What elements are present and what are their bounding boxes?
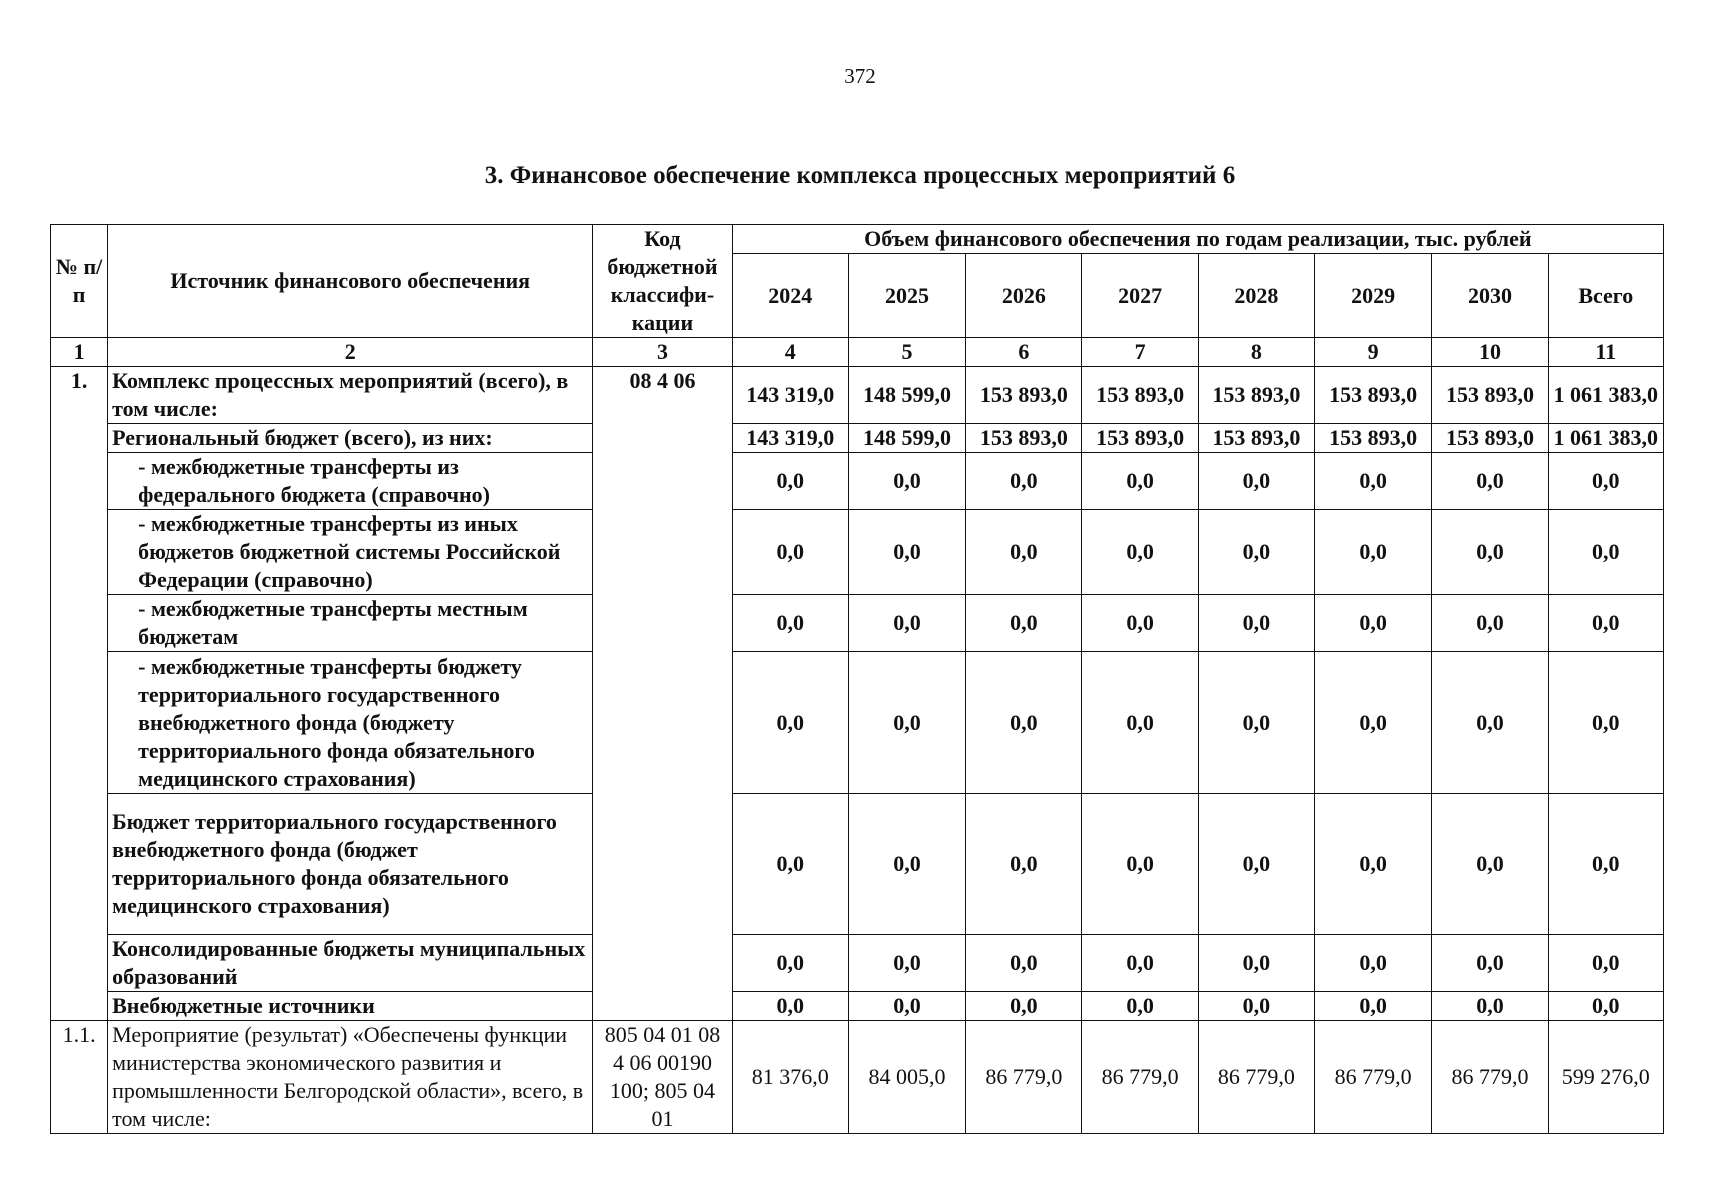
cell-value: 0,0: [1198, 595, 1314, 652]
row-source: - межбюджетные трансферты из федерального бюджета (справочно): [108, 453, 593, 510]
cell-value: 143 319,0: [732, 424, 848, 453]
row-source: Бюджет территориального государственного внебюджетного фонда (бюджет территориального фонда обязательного медицинского страхования): [108, 794, 593, 935]
cell-value: 153 893,0: [1198, 424, 1314, 453]
cell-value: 0,0: [732, 794, 848, 935]
cell-value: 0,0: [1082, 453, 1198, 510]
page-number: 372: [844, 64, 876, 88]
cell-value: 0,0: [1315, 794, 1432, 935]
cell-value: 0,0: [1548, 935, 1663, 992]
cell-value: 0,0: [1548, 453, 1663, 510]
cell-value: 0,0: [1198, 652, 1314, 794]
header-year: 2027: [1082, 254, 1198, 338]
cell-value: 0,0: [1548, 794, 1663, 935]
cell-value: 599 276,0: [1548, 1021, 1663, 1134]
cell-value: 0,0: [1198, 794, 1314, 935]
header-year: 2024: [732, 254, 848, 338]
cell-value: 0,0: [1198, 992, 1314, 1021]
cell-value: 0,0: [732, 453, 848, 510]
cell-value: 0,0: [732, 652, 848, 794]
cell-value: 86 779,0: [1315, 1021, 1432, 1134]
cell-value: 153 893,0: [1432, 424, 1548, 453]
row-source: Мероприятие (результат) «Обеспечены функции министерства экономического развития и промышленности Белгородской области», всего, в том числе:: [108, 1021, 593, 1134]
column-number: 3: [593, 338, 732, 367]
column-number: 5: [848, 338, 965, 367]
header-year: 2025: [848, 254, 965, 338]
table-row: [51, 595, 1664, 652]
cell-value: 0,0: [1432, 935, 1548, 992]
header-no: № п/п: [51, 225, 108, 338]
cell-value: 81 376,0: [732, 1021, 848, 1134]
cell-value: 0,0: [966, 992, 1082, 1021]
column-number: 1: [51, 338, 108, 367]
cell-value: 86 779,0: [966, 1021, 1082, 1134]
cell-value: 0,0: [1082, 652, 1198, 794]
header-year: 2029: [1315, 254, 1432, 338]
cell-value: 148 599,0: [848, 424, 965, 453]
row-code: 08 4 06: [593, 367, 732, 1021]
table-row: [51, 935, 1664, 992]
table-row: [51, 652, 1664, 794]
cell-value: 0,0: [1082, 595, 1198, 652]
header-year: 2030: [1432, 254, 1548, 338]
cell-value: 0,0: [732, 935, 848, 992]
row-number: 1.: [51, 367, 108, 1021]
cell-value: 0,0: [848, 992, 965, 1021]
cell-value: 0,0: [1432, 794, 1548, 935]
row-source: Региональный бюджет (всего), из них:: [108, 424, 593, 453]
document-title: 3. Финансовое обеспечение комплекса процессных мероприятий 6: [484, 162, 1236, 189]
cell-value: 153 893,0: [966, 367, 1082, 424]
cell-value: 0,0: [1432, 510, 1548, 595]
cell-value: 0,0: [1548, 595, 1663, 652]
cell-value: 0,0: [1432, 992, 1548, 1021]
table-row: [51, 424, 1664, 453]
cell-value: 0,0: [1548, 992, 1663, 1021]
row-number: 1.1.: [51, 1021, 108, 1134]
row-source: Комплекс процессных мероприятий (всего), в том числе:: [108, 367, 593, 424]
cell-value: 1 061 383,0: [1548, 424, 1663, 453]
cell-value: 0,0: [1315, 595, 1432, 652]
row-source: - межбюджетные трансферты местным бюджетам: [108, 595, 593, 652]
cell-value: 153 893,0: [966, 424, 1082, 453]
cell-value: 0,0: [1198, 453, 1314, 510]
cell-value: 0,0: [966, 510, 1082, 595]
cell-value: 0,0: [848, 510, 965, 595]
row-code: 805 04 01 08 4 06 00190 100; 805 04 01: [593, 1021, 732, 1134]
cell-value: 0,0: [1548, 652, 1663, 794]
cell-value: 153 893,0: [1082, 367, 1198, 424]
row-source: Внебюджетные источники: [108, 992, 593, 1021]
column-number: 9: [1315, 338, 1432, 367]
table-row: [51, 510, 1664, 595]
cell-value: 0,0: [1082, 935, 1198, 992]
row-source: Консолидированные бюджеты муниципальных образований: [108, 935, 593, 992]
cell-value: 0,0: [1082, 992, 1198, 1021]
financing-table: [50, 224, 1664, 1134]
cell-value: 0,0: [1432, 595, 1548, 652]
header-total: Всего: [1548, 254, 1663, 338]
cell-value: 0,0: [1315, 992, 1432, 1021]
column-number: 2: [108, 338, 593, 367]
cell-value: 0,0: [1082, 794, 1198, 935]
cell-value: 0,0: [966, 595, 1082, 652]
header-year: 2028: [1198, 254, 1314, 338]
header-code: Код бюджетной классифи-кации: [593, 225, 732, 338]
cell-value: 0,0: [732, 992, 848, 1021]
cell-value: 1 061 383,0: [1548, 367, 1663, 424]
table-row: [51, 992, 1664, 1021]
cell-value: 0,0: [966, 794, 1082, 935]
cell-value: 0,0: [848, 595, 965, 652]
table-row: [51, 367, 1664, 424]
column-number: 10: [1432, 338, 1548, 367]
column-number: 6: [966, 338, 1082, 367]
cell-value: 143 319,0: [732, 367, 848, 424]
cell-value: 153 893,0: [1198, 367, 1314, 424]
cell-value: 0,0: [848, 453, 965, 510]
cell-value: 86 779,0: [1432, 1021, 1548, 1134]
cell-value: 0,0: [1432, 652, 1548, 794]
column-number-row: [51, 338, 1664, 367]
cell-value: 0,0: [1315, 935, 1432, 992]
cell-value: 84 005,0: [848, 1021, 965, 1134]
cell-value: 153 893,0: [1315, 424, 1432, 453]
header-source: Источник финансового обеспечения: [108, 225, 593, 338]
table-row: [51, 453, 1664, 510]
cell-value: 0,0: [732, 595, 848, 652]
cell-value: 0,0: [848, 652, 965, 794]
column-number: 8: [1198, 338, 1314, 367]
cell-value: 0,0: [1198, 935, 1314, 992]
cell-value: 0,0: [848, 935, 965, 992]
cell-value: 0,0: [966, 652, 1082, 794]
header-volume: Объем финансового обеспечения по годам реализации, тыс. рублей: [732, 225, 1663, 254]
cell-value: 153 893,0: [1432, 367, 1548, 424]
row-source: - межбюджетные трансферты из иных бюджетов бюджетной системы Российской Федерации (справочно): [108, 510, 593, 595]
cell-value: 0,0: [1198, 510, 1314, 595]
table-row: [51, 1021, 1664, 1134]
column-number: 11: [1548, 338, 1663, 367]
table-row: [51, 794, 1664, 935]
cell-value: 0,0: [966, 453, 1082, 510]
cell-value: 153 893,0: [1082, 424, 1198, 453]
cell-value: 0,0: [1315, 652, 1432, 794]
cell-value: 0,0: [1432, 453, 1548, 510]
cell-value: 0,0: [848, 794, 965, 935]
cell-value: 153 893,0: [1315, 367, 1432, 424]
row-source: - межбюджетные трансферты бюджету территориального государственного внебюджетного фонда (бюджету территориального фонда обязательного медицинского страхования): [108, 652, 593, 794]
column-number: 7: [1082, 338, 1198, 367]
cell-value: 0,0: [1315, 510, 1432, 595]
cell-value: 86 779,0: [1198, 1021, 1314, 1134]
header-year: 2026: [966, 254, 1082, 338]
cell-value: 148 599,0: [848, 367, 965, 424]
cell-value: 0,0: [1082, 510, 1198, 595]
cell-value: 86 779,0: [1082, 1021, 1198, 1134]
column-number: 4: [732, 338, 848, 367]
cell-value: 0,0: [1315, 453, 1432, 510]
cell-value: 0,0: [1548, 510, 1663, 595]
cell-value: 0,0: [966, 935, 1082, 992]
cell-value: 0,0: [732, 510, 848, 595]
